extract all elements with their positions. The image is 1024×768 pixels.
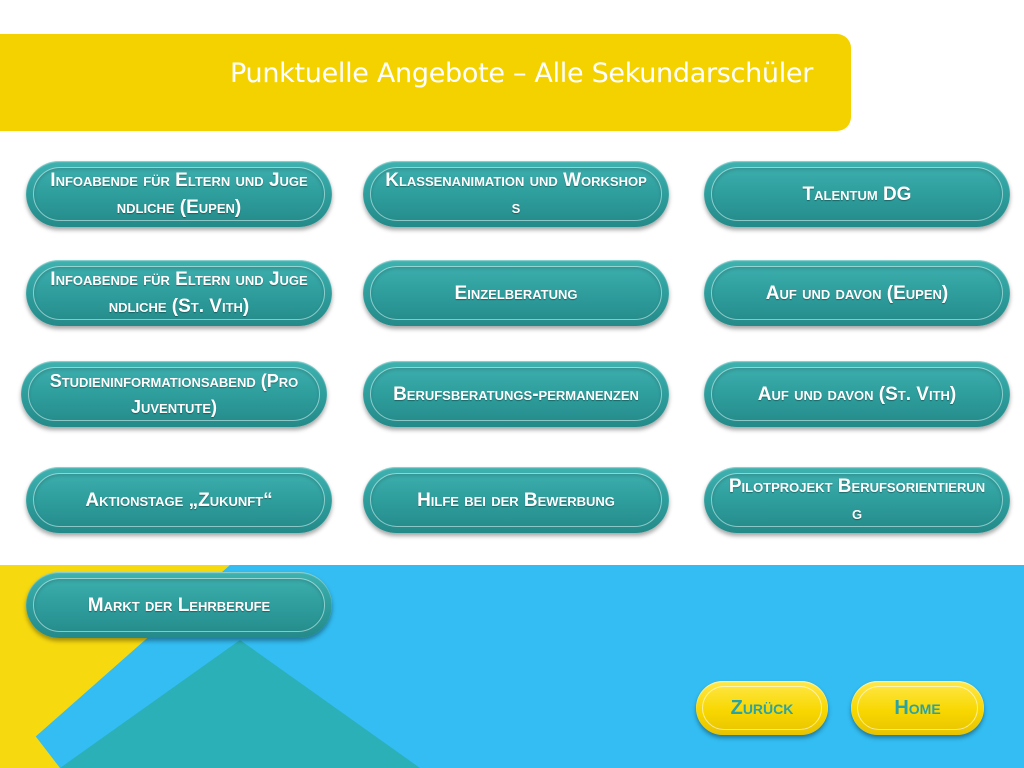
option-label: Aktionstage „Zukunft“ [85,489,273,511]
option-pilotprojekt-button[interactable] [704,467,1010,533]
option-infoabende-st-vith-button[interactable] [26,260,332,326]
option-infoabende-eupen-button[interactable] [26,161,332,227]
option-hilfe-bewerbung-button[interactable] [363,467,669,533]
home-button-label: Home [894,696,941,719]
option-klassenanimation-button[interactable] [363,161,669,227]
option-einzelberatung-button[interactable] [363,260,669,326]
option-label: Studieninformationsabend (Pro Juventute) [49,371,299,417]
option-label: Markt der Lehrberufe [87,594,271,616]
option-aktionstage-zukunft-button[interactable] [26,467,332,533]
option-auf-und-davon-st-vith-button[interactable] [704,361,1010,427]
option-auf-und-davon-eupen-button[interactable] [704,260,1010,326]
option-talentum-dg-button[interactable] [704,161,1010,227]
option-markt-der-lehrberufe-button[interactable] [26,572,332,638]
option-berufsberatungspermanenzen-button[interactable] [363,361,669,427]
background-teal-triangle [60,640,420,768]
option-label: Auf und davon (Eupen) [765,282,949,304]
option-label: Talentum DG [802,183,912,205]
page-title: Punktuelle Angebote – Alle Sekundarschüler [230,58,814,89]
back-button[interactable] [696,681,828,735]
option-label: Pilotprojekt Berufsorientierung [728,476,986,524]
option-label: Auf und davon (St. Vith) [757,383,957,405]
option-label: Klassenanimation und Workshops [385,170,647,218]
option-label: Infoabende für Eltern und Jugendliche (St. Vith) [50,269,308,317]
option-label: Einzelberatung [454,282,578,304]
option-studieninformationsabend-button[interactable] [21,361,327,427]
back-button-label: Zurück [730,696,794,719]
option-label: Infoabende für Eltern und Jugendliche (Eupen) [50,170,308,218]
background-yellow-corner [0,690,60,768]
option-label: Hilfe bei der Bewerbung [417,489,615,511]
option-label: Berufsberatungs-permanenzen [393,383,639,405]
home-button[interactable] [851,681,984,735]
